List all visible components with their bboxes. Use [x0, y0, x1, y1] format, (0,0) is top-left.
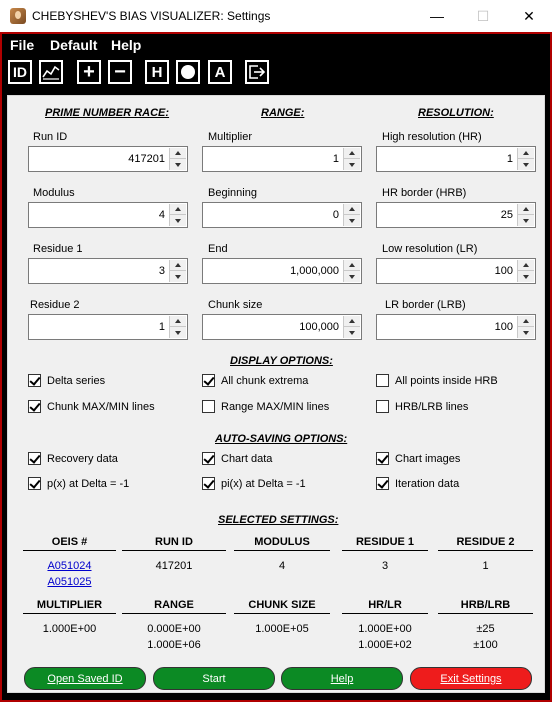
spin-down-icon[interactable]	[170, 327, 186, 338]
iteration-data-checkbox[interactable]	[376, 477, 459, 490]
px-delta-checkbox[interactable]	[28, 477, 129, 490]
run-id-spinner[interactable]	[28, 146, 188, 172]
modulus-header: MODULUS	[234, 536, 330, 551]
delta-series-checkbox[interactable]	[28, 374, 105, 387]
spin-up-icon[interactable]	[344, 316, 360, 327]
delta-series-label: Delta series	[47, 374, 106, 387]
selected-residue2: 1	[482, 560, 489, 572]
range-maxmin-checkbox[interactable]	[202, 400, 329, 413]
modulus-label: Modulus	[33, 187, 75, 199]
chart-icon[interactable]	[39, 60, 63, 84]
lr-value-text: 1.000E+02	[358, 639, 412, 651]
lr-value: 100	[494, 265, 513, 277]
hrb-value: 25	[500, 209, 513, 221]
spin-up-icon[interactable]	[518, 204, 534, 215]
end-label: End	[208, 243, 228, 255]
hrb-lrb-lines-checkbox[interactable]	[376, 400, 468, 413]
range-start: 0.000E+00	[147, 623, 201, 635]
spin-up-icon[interactable]	[518, 260, 534, 271]
selected-residue1: 3	[381, 560, 389, 572]
plus-icon[interactable]: +	[77, 60, 101, 84]
beginning-spinner[interactable]	[202, 202, 362, 228]
range-end: 1.000E+06	[147, 639, 201, 651]
chunk-maxmin-label: Chunk MAX/MIN lines	[47, 400, 155, 413]
menu-bar	[0, 32, 552, 55]
residue1-spinner[interactable]	[28, 258, 188, 284]
multiplier-header: MULTIPLIER	[23, 599, 116, 614]
autosave-options-heading: AUTO-SAVING OPTIONS:	[215, 433, 348, 445]
recovery-data-checkbox[interactable]	[28, 452, 118, 465]
start-button[interactable]	[153, 667, 275, 690]
checkbox-unchecked-icon[interactable]	[202, 400, 215, 413]
hr-value: 1	[506, 153, 513, 165]
multiplier-value: 1	[332, 153, 339, 165]
iteration-data-label: Iteration data	[395, 477, 460, 490]
hrb-lrb-lines-label: HRB/LRB lines	[395, 400, 469, 413]
close-button[interactable]: ✕	[523, 7, 535, 24]
settings-panel	[7, 95, 545, 693]
spin-down-icon[interactable]	[518, 271, 534, 282]
hrb-value-text: ±25	[476, 623, 495, 635]
spin-up-icon[interactable]	[344, 204, 360, 215]
id-icon[interactable]: ID	[8, 60, 32, 84]
hr-spinner[interactable]	[376, 146, 536, 172]
toolbar	[0, 55, 552, 91]
spin-down-icon[interactable]	[344, 159, 360, 170]
menu-help[interactable]: Help	[111, 37, 142, 53]
menu-file[interactable]: File	[10, 37, 35, 53]
hrb-label: HR border (HRB)	[382, 187, 467, 199]
oeis-link-2[interactable]: A051025	[47, 576, 92, 588]
chunk-maxmin-checkbox[interactable]	[28, 400, 155, 413]
lr-label: Low resolution (LR)	[382, 243, 478, 255]
spin-down-icon[interactable]	[170, 215, 186, 226]
modulus-spinner[interactable]	[28, 202, 188, 228]
checkbox-checked-icon[interactable]	[28, 477, 41, 490]
spin-up-icon[interactable]	[170, 260, 186, 271]
help-label: Help	[330, 672, 354, 685]
spin-up-icon[interactable]	[170, 204, 186, 215]
checkbox-checked-icon[interactable]	[202, 477, 215, 490]
multiplier-spinner[interactable]	[202, 146, 362, 172]
checkbox-checked-icon[interactable]	[376, 452, 389, 465]
checkbox-unchecked-icon[interactable]	[376, 374, 389, 387]
residue1-header: RESIDUE 1	[342, 536, 428, 551]
oeis-link-1[interactable]: A051024	[47, 560, 92, 572]
circle-icon[interactable]	[176, 60, 200, 84]
spin-up-icon[interactable]	[170, 148, 186, 159]
chunk-size-value: 100,000	[299, 321, 339, 333]
window-title: CHEBYSHEV'S BIAS VISUALIZER: Settings	[32, 9, 271, 23]
lr-spinner[interactable]	[376, 258, 536, 284]
exit-icon[interactable]	[245, 60, 269, 84]
all-chunk-extrema-checkbox[interactable]	[202, 374, 308, 387]
chunk-size-spinner[interactable]	[202, 314, 362, 340]
start-label: Start	[202, 672, 226, 685]
beginning-label: Beginning	[208, 187, 257, 199]
end-spinner[interactable]	[202, 258, 362, 284]
lrb-value: 100	[494, 321, 513, 333]
selected-range	[122, 621, 226, 653]
all-points-hrb-checkbox[interactable]	[376, 374, 498, 387]
chart-data-checkbox[interactable]	[202, 452, 272, 465]
all-points-hrb-label: All points inside HRB	[395, 374, 498, 387]
spin-down-icon[interactable]	[170, 159, 186, 170]
oeis-header: OEIS #	[23, 536, 116, 551]
residue2-header: RESIDUE 2	[438, 536, 533, 551]
checkbox-checked-icon[interactable]	[202, 452, 215, 465]
minus-icon[interactable]: −	[108, 60, 132, 84]
selected-settings-heading: SELECTED SETTINGS:	[218, 514, 339, 526]
selected-hr-lr	[342, 621, 428, 653]
checkbox-unchecked-icon[interactable]	[376, 400, 389, 413]
spin-down-icon[interactable]	[170, 271, 186, 282]
selected-chunk-size: 1.000E+05	[255, 623, 309, 635]
spin-down-icon[interactable]	[518, 327, 534, 338]
hrb-spinner[interactable]	[376, 202, 536, 228]
recovery-data-label: Recovery data	[47, 452, 118, 465]
chart-images-checkbox[interactable]	[376, 452, 460, 465]
prime-race-heading: PRIME NUMBER RACE:	[45, 107, 170, 119]
hr-value-text: 1.000E+00	[358, 623, 412, 635]
app-portrait-icon	[10, 8, 26, 24]
spin-down-icon[interactable]	[518, 159, 534, 170]
checkbox-checked-icon[interactable]	[28, 374, 41, 387]
all-chunk-extrema-label: All chunk extrema	[221, 374, 309, 387]
residue2-label: Residue 2	[30, 299, 80, 311]
lrb-label: LR border (LRB)	[385, 299, 466, 311]
range-header: RANGE	[122, 599, 226, 614]
h-icon[interactable]: H	[145, 60, 169, 84]
menu-default[interactable]: Default	[50, 37, 98, 53]
spin-up-icon[interactable]	[344, 148, 360, 159]
lrb-value-text: ±100	[473, 639, 498, 651]
lrb-spinner[interactable]	[376, 314, 536, 340]
chart-images-label: Chart images	[395, 452, 461, 465]
px-delta-label: p(x) at Delta = -1	[47, 477, 130, 490]
checkbox-checked-icon[interactable]	[28, 452, 41, 465]
title-bar	[0, 0, 552, 32]
run-id-header: RUN ID	[122, 536, 226, 551]
settings-frame	[0, 91, 552, 702]
selected-hrb-lrb	[438, 621, 533, 653]
display-options-heading: DISPLAY OPTIONS:	[230, 355, 333, 367]
spin-down-icon[interactable]	[518, 215, 534, 226]
pix-delta-label: pi(x) at Delta = -1	[221, 477, 306, 490]
range-maxmin-label: Range MAX/MIN lines	[221, 400, 330, 413]
residue2-spinner[interactable]	[28, 314, 188, 340]
selected-multiplier: 1.000E+00	[42, 623, 97, 635]
spin-down-icon[interactable]	[344, 215, 360, 226]
residue1-label: Residue 1	[33, 243, 83, 255]
end-value: 1,000,000	[290, 265, 339, 277]
hr-lr-header: HR/LR	[342, 599, 428, 614]
selected-modulus: 4	[278, 560, 286, 572]
checkbox-checked-icon[interactable]	[28, 400, 41, 413]
hrb-lrb-header: HRB/LRB	[438, 599, 533, 614]
resolution-heading: RESOLUTION:	[418, 107, 494, 119]
spin-up-icon[interactable]	[518, 316, 534, 327]
oeis-links	[23, 558, 116, 590]
beginning-value: 0	[332, 209, 339, 221]
spin-up-icon[interactable]	[518, 148, 534, 159]
multiplier-label: Multiplier	[208, 131, 253, 143]
open-saved-id-button[interactable]	[24, 667, 146, 690]
hr-label: High resolution (HR)	[382, 131, 482, 143]
residue2-value: 1	[158, 321, 165, 333]
checkbox-checked-icon[interactable]	[202, 374, 215, 387]
a-icon[interactable]: A	[208, 60, 232, 84]
chunk-size-label: Chunk size	[208, 299, 263, 311]
modulus-value: 4	[158, 209, 165, 221]
help-button[interactable]	[281, 667, 403, 690]
exit-settings-label: Exit Settings	[440, 672, 502, 685]
exit-settings-button[interactable]	[410, 667, 532, 690]
residue1-value: 3	[158, 265, 165, 277]
chunk-size-header: CHUNK SIZE	[234, 599, 330, 614]
spin-up-icon[interactable]	[344, 260, 360, 271]
spin-down-icon[interactable]	[344, 327, 360, 338]
spin-up-icon[interactable]	[170, 316, 186, 327]
chart-data-label: Chart data	[221, 452, 273, 465]
run-id-label: Run ID	[33, 131, 68, 143]
checkbox-checked-icon[interactable]	[376, 477, 389, 490]
run-id-value: 417201	[128, 153, 165, 165]
pix-delta-checkbox[interactable]	[202, 477, 306, 490]
spin-down-icon[interactable]	[344, 271, 360, 282]
maximize-button[interactable]: ☐	[476, 7, 490, 24]
minimize-button[interactable]: —	[430, 8, 444, 24]
open-saved-id-label: Open Saved ID	[47, 672, 123, 685]
selected-run-id: 417201	[155, 560, 193, 572]
range-heading: RANGE:	[261, 107, 305, 119]
